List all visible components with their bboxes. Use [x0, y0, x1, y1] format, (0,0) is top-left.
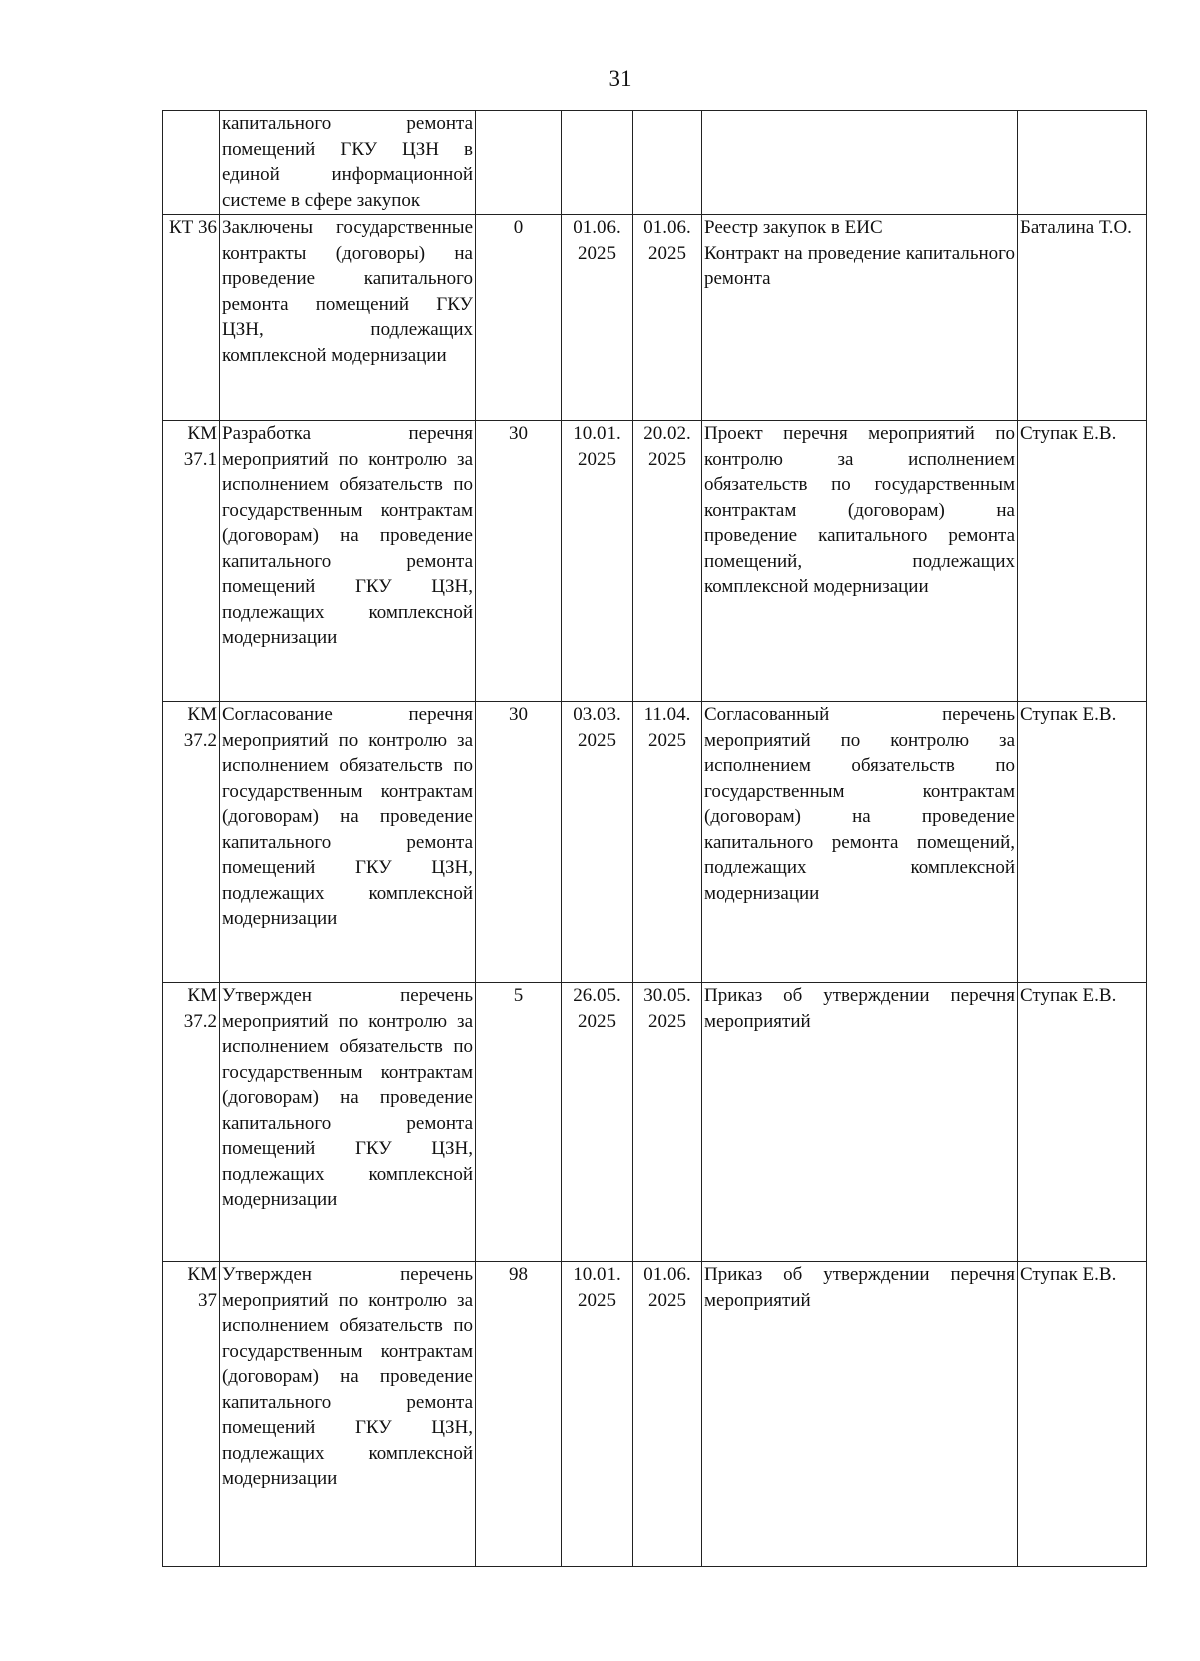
table-row	[163, 215, 1147, 421]
table-row	[163, 702, 1147, 983]
table-row	[163, 983, 1147, 1262]
table-row	[163, 421, 1147, 702]
row-result: Приказ об утверждении перечня мероприятий	[702, 983, 1018, 1262]
row-event: Разработка перечня мероприятий по контролю за исполнением обязательств по государственным контрактам (договорам) на проведение капитального ремонта помещений ГКУ ЦЗН, подлежащих комплексной модернизации	[220, 421, 476, 702]
row-end-date: 01.06. 2025	[633, 215, 702, 421]
row-event: капитального ремонта помещений ГКУ ЦЗН в единой информационной системе в сфере закупок	[220, 111, 476, 215]
row-event: Утвержден перечень мероприятий по контролю за исполнением обязательств по государственным контрактам (договорам) на проведение капитального ремонта помещений ГКУ ЦЗН, подлежащих комплексной модернизации	[220, 983, 476, 1262]
row-duration: 30	[476, 421, 562, 702]
row-code: КМ 37.2	[163, 702, 220, 983]
table-row	[163, 1262, 1147, 1567]
row-result: Согласованный перечень мероприятий по контролю за исполнением обязательств по государственным контрактам (договорам) на проведение капитального ремонта помещений, подлежащих комплексной модернизации	[702, 702, 1018, 983]
row-start-date: 26.05. 2025	[562, 983, 633, 1262]
row-result	[702, 111, 1018, 215]
row-end-date: 11.04. 2025	[633, 702, 702, 983]
row-responsible: Ступак Е.В.	[1018, 421, 1147, 702]
table-row	[163, 111, 1147, 215]
row-duration: 98	[476, 1262, 562, 1567]
row-result: Проект перечня мероприятий по контролю за исполнением обязательств по государственным контрактам (договорам) на проведение капитального ремонта помещений, подлежащих комплексной модернизации	[702, 421, 1018, 702]
row-duration	[476, 111, 562, 215]
row-end-date: 30.05. 2025	[633, 983, 702, 1262]
row-code	[163, 111, 220, 215]
row-code: КМ 37.1	[163, 421, 220, 702]
row-start-date: 03.03. 2025	[562, 702, 633, 983]
row-code: КМ 37	[163, 1262, 220, 1567]
row-result: Реестр закупок в ЕИС Контракт на проведение капитального ремонта	[702, 215, 1018, 421]
row-code: КТ 36	[163, 215, 220, 421]
row-duration: 30	[476, 702, 562, 983]
row-end-date: 01.06. 2025	[633, 1262, 702, 1567]
row-start-date: 01.06. 2025	[562, 215, 633, 421]
row-responsible: Ступак Е.В.	[1018, 1262, 1147, 1567]
row-start-date	[562, 111, 633, 215]
page-number: 31	[608, 66, 632, 91]
row-responsible	[1018, 111, 1147, 215]
row-event: Утвержден перечень мероприятий по контролю за исполнением обязательств по государственным контрактам (договорам) на проведение капитального ремонта помещений ГКУ ЦЗН, подлежащих комплексной модернизации	[220, 1262, 476, 1567]
row-responsible: Баталина Т.О.	[1018, 215, 1147, 421]
row-responsible: Ступак Е.В.	[1018, 983, 1147, 1262]
row-event: Заключены государственные контракты (договоры) на проведение капитального ремонта помещений ГКУ ЦЗН, подлежащих комплексной модернизации	[220, 215, 476, 421]
row-duration: 0	[476, 215, 562, 421]
row-result: Приказ об утверждении перечня мероприятий	[702, 1262, 1018, 1567]
row-end-date	[633, 111, 702, 215]
row-end-date: 20.02. 2025	[633, 421, 702, 702]
row-event: Согласование перечня мероприятий по контролю за исполнением обязательств по государственным контрактам (договорам) на проведение капитального ремонта помещений ГКУ ЦЗН, подлежащих комплексной модернизации	[220, 702, 476, 983]
row-start-date: 10.01. 2025	[562, 1262, 633, 1567]
row-responsible: Ступак Е.В.	[1018, 702, 1147, 983]
row-duration: 5	[476, 983, 562, 1262]
row-code: КМ 37.2	[163, 983, 220, 1262]
row-start-date: 10.01. 2025	[562, 421, 633, 702]
plan-table	[162, 110, 1147, 1567]
